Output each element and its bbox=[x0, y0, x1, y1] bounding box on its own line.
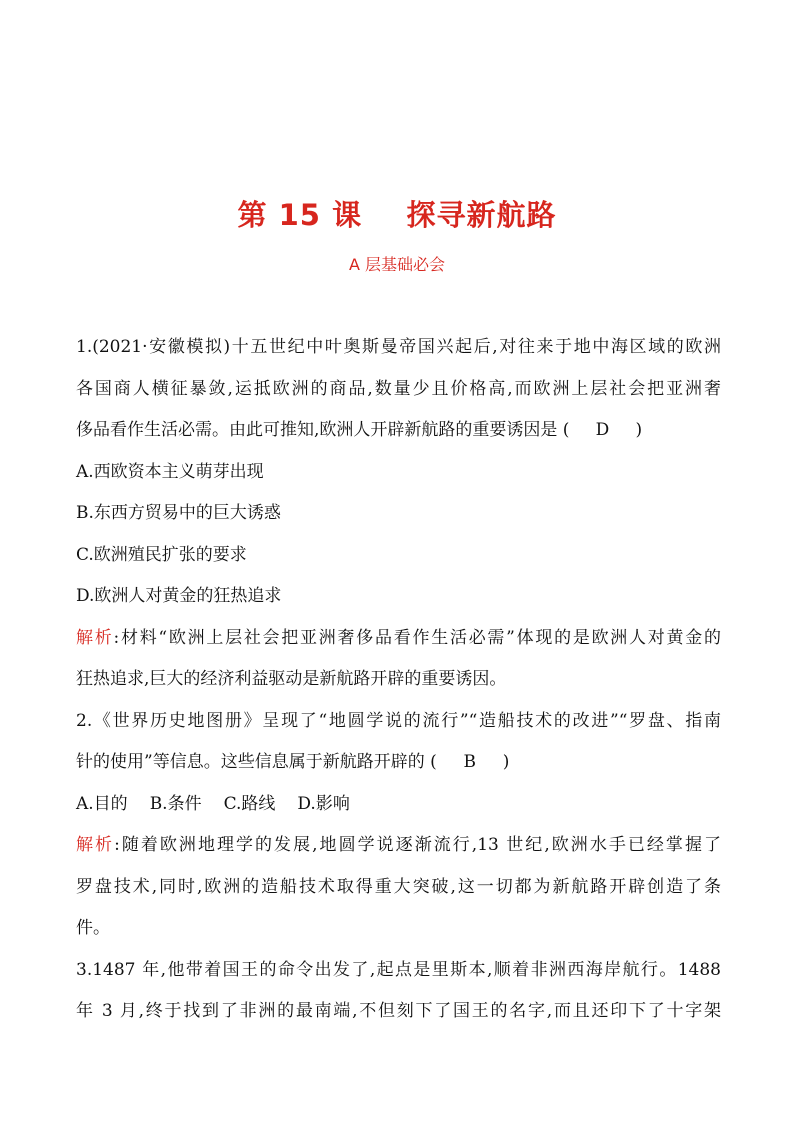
q1-option-a: A.西欧资本主义萌芽出现 bbox=[76, 461, 264, 482]
q3-line-1: 3.1487 年,他带着国王的命令出发了,起点是里斯本,顺着非洲西海岸航行。1488 bbox=[76, 959, 721, 980]
q1-analysis-text-1: :材料“欧洲上层社会把亚洲奢侈品看作生活必需”体现的是欧洲人对黄金的 bbox=[113, 627, 722, 648]
q1-analysis-label: 解析 bbox=[76, 627, 114, 648]
q2-answer: B bbox=[463, 752, 476, 772]
section-subtitle: A 层基础必会 bbox=[348, 255, 446, 274]
q1-paren-close: ) bbox=[635, 420, 643, 440]
q3-line-2: 年 3 月,终于找到了非洲的最南端,不但刻下了国王的名字,而且还印下了十字架 bbox=[76, 1001, 721, 1021]
lesson-title: 第 15 课 探寻新航路 bbox=[237, 198, 557, 232]
q1-analysis-line-2: 狂热追求,巨大的经济利益驱动是新航路开辟的重要诱因。 bbox=[76, 669, 507, 689]
q2-option-a: A.目的 bbox=[76, 793, 128, 814]
q1-line-3 bbox=[76, 410, 721, 452]
q2-analysis-line-2: 罗盘技术,同时,欧洲的造船技术取得重大突破,这一切都为新航路开辟创造了条 bbox=[76, 876, 721, 897]
q1-stem-end: 侈品看作生活必需。由此可推知,欧洲人开辟新航路的重要诱因是 ( bbox=[76, 420, 570, 440]
q2-option-d: D.影响 bbox=[297, 793, 350, 814]
question-content bbox=[76, 327, 721, 1033]
q1-option-d: D.欧洲人对黄金的狂热追求 bbox=[76, 586, 282, 606]
q2-options bbox=[76, 784, 721, 826]
q1-analysis-line-1 bbox=[76, 618, 721, 660]
q2-analysis-text-1: :随着欧洲地理学的发展,地圆学说逐渐流行,13 世纪,欧洲水手已经掌握了 bbox=[114, 835, 721, 855]
q2-analysis-line-3: 件。 bbox=[76, 918, 110, 938]
q1-option-c: C.欧洲殖民扩张的要求 bbox=[76, 544, 247, 565]
q2-analysis-label: 解析 bbox=[76, 835, 115, 855]
q2-line-2 bbox=[76, 742, 721, 784]
q2-option-c: C.路线 bbox=[223, 793, 276, 814]
q2-analysis-line-1 bbox=[76, 825, 721, 867]
q1-answer: D bbox=[595, 420, 610, 440]
q2-paren-close: ) bbox=[502, 752, 510, 772]
q1-line-2: 各国商人横征暴敛,运抵欧洲的商品,数量少且价格高,而欧洲上层社会把亚洲奢 bbox=[76, 378, 721, 399]
q1-line-1: 1.(2021·安徽模拟)十五世纪中叶奥斯曼帝国兴起后,对往来于地中海区域的欧洲 bbox=[76, 337, 721, 357]
q1-option-b: B.东西方贸易中的巨大诱惑 bbox=[76, 503, 281, 523]
q2-option-b: B.条件 bbox=[149, 793, 202, 814]
q2-stem-end: 针的使用”等信息。这些信息属于新航路开辟的 ( bbox=[76, 752, 437, 772]
q2-line-1: 2.《世界历史地图册》呈现了“地圆学说的流行”“造船技术的改进”“罗盘、指南 bbox=[76, 710, 721, 731]
